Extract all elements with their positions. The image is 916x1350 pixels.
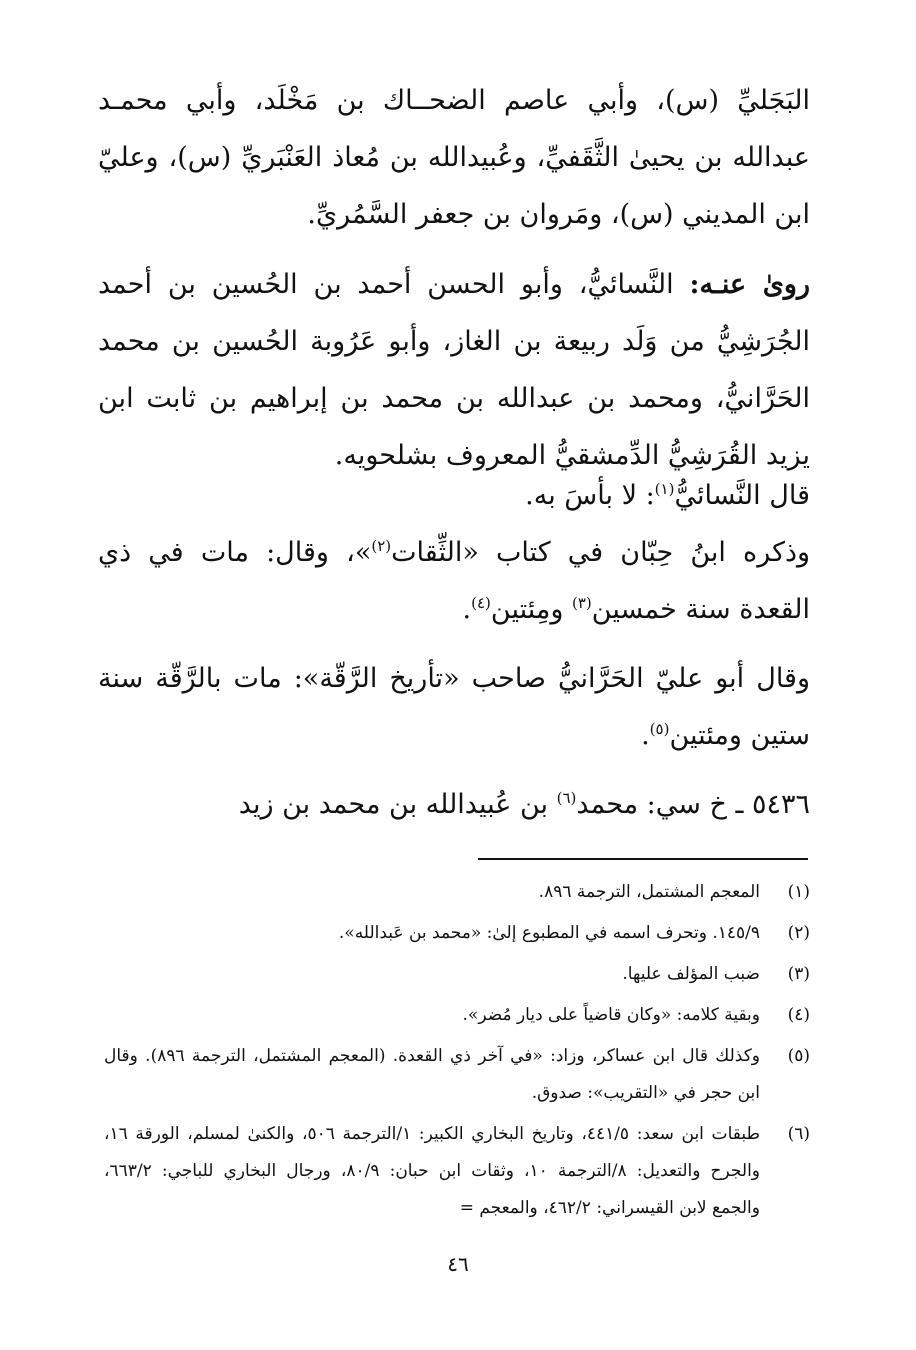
footnotes: [104, 874, 810, 1231]
paragraph-teachers: [98, 72, 810, 243]
footnote-ref-1[interactable]: (١): [654, 480, 675, 498]
footnote-text: طبقات ابن سعد: ٤٤١/٥، وتاريخ البخاري الكبير: ١/الترجمة ٥٠٦، والكنىٰ لمسلم، الورقة ١٦، والجرح والتعديل: ٨/الترجمة ١٠، وثقات ابن حبان: ٨٠/٩، ورجال البخاري للباجي: ٦٦٣/٢، والجمع لابن القيسراني: ٤٦٢/٢، والمعجم =: [104, 1124, 761, 1218]
paragraph-entry-5436: [98, 776, 810, 833]
footnote-text: وكذلك قال ابن عساكر، وزاد: «في آخر ذي القعدة. (المعجم المشتمل، الترجمة ٨٩٦). وقال ابن حجر في «التقريب»: صدوق.: [104, 1046, 761, 1103]
paragraph-text: قال النَّسائيُّ: [674, 480, 810, 511]
footnote-4: [104, 997, 810, 1034]
footnote-separator: [478, 858, 808, 860]
footnote-number: (١): [787, 882, 810, 902]
footnote-number: (٢): [787, 923, 810, 943]
main-text-block: [98, 72, 810, 243]
paragraph-text: : لا بأسَ به.: [525, 480, 655, 511]
footnote-1: [104, 874, 810, 911]
paragraph-text: ومِئتين: [490, 594, 572, 625]
footnote-3: [104, 956, 810, 993]
footnote-number: (٤): [787, 1005, 810, 1025]
footnote-ref-3[interactable]: (٣): [571, 594, 592, 612]
nasai-section: [98, 467, 810, 638]
footnote-ref-4[interactable]: (٤): [471, 594, 491, 612]
footnote-ref-2[interactable]: (٢): [371, 537, 392, 555]
footnote-6: [104, 1116, 810, 1227]
paragraph-ibn-hibban: [98, 524, 810, 638]
paragraph-narrators: [98, 256, 810, 484]
paragraph-text: »، وقال: مات في ذي القعدة سنة خمسين: [98, 537, 810, 625]
entry-heading: ٥٤٣٦ ـ خ سي: محمد: [576, 789, 810, 820]
paragraph-nasai: [98, 467, 810, 524]
footnote-ref-6[interactable]: (٦): [556, 789, 577, 807]
footnote-number: (٦): [787, 1124, 810, 1144]
footnote-text: ضبب المؤلف عليها.: [622, 964, 760, 984]
paragraph-text: النَّسائيُّ، وأبو الحسن أحمد بن الحُسين بن أحمد الجُرَشِيُّ من وَلَد ربيعة بن الغاز، وأبو عَرُوبة الحُسين بن محمد الحَرَّانيُّ، ومحمد بن عبدالله بن محمد بن إبراهيم بن ثابت ابن يزيد القُرَشِيُّ الدِّمشقيُّ المعروف بشلحويه.: [98, 269, 810, 471]
harrani-section: [98, 650, 810, 764]
paragraph-text: وذكره ابنُ حِبّان في كتاب «الثِّقات: [391, 537, 811, 568]
footnote-number: (٣): [787, 964, 810, 984]
paragraph-text: .: [462, 594, 472, 625]
footnote-ref-5[interactable]: (٥): [649, 720, 670, 738]
footnote-text: وبقية كلامه: «وكان قاضياً على ديار مُضر».: [462, 1005, 760, 1025]
narrators-section: [98, 256, 810, 484]
paragraph-text: .: [641, 720, 650, 751]
paragraph-text: بن عُبيدالله بن محمد بن زيد: [238, 789, 557, 820]
footnote-text: ١٤٥/٩. وتحرف اسمه في المطبوع إلىٰ: «محمد بن عَبدالله».: [338, 923, 760, 943]
footnote-number: (٥): [787, 1046, 810, 1066]
footnote-2: [104, 915, 810, 952]
page-number: ٤٦: [447, 1252, 469, 1276]
footnote-5: [104, 1038, 810, 1112]
narrators-label: روىٰ عنـه:: [689, 269, 810, 300]
footnote-text: المعجم المشتمل، الترجمة ٨٩٦.: [538, 882, 760, 902]
paragraph-harrani: [98, 650, 810, 764]
paragraph-text: البَجَليِّ (س)، وأبي عاصم الضحــاك بن مَخْلَد، وأبي محمـد عبدالله بن يحيىٰ الثَّقَفيِّ، وعُبيدالله بن مُعاذ العَنْبَريِّ (س)، وعليّ ابن المديني (س)، ومَروان بن جعفر السَّمُريِّ.: [98, 85, 810, 230]
paragraph-text: وقال أبو عليّ الحَرَّانيُّ صاحب «تأريخ الرَّقّة»: مات بالرَّقّة سنة ستين ومئتين: [98, 663, 810, 751]
entry-section: [98, 776, 810, 833]
